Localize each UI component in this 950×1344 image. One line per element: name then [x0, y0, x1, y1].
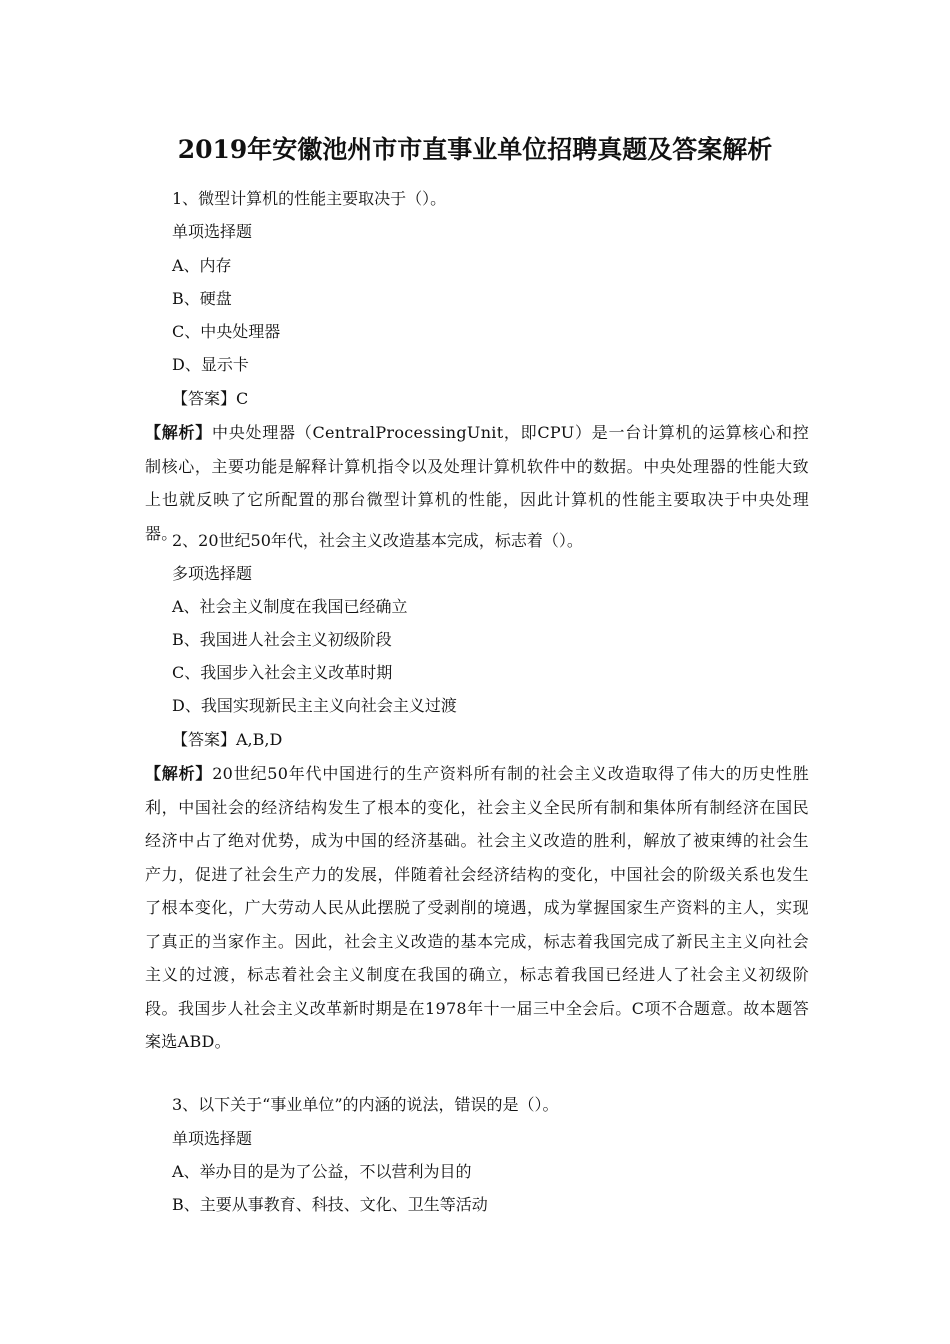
question-1-option-b: B、硬盘 [172, 289, 232, 308]
question-3-option-b: B、主要从事教育、科技、文化、卫生等活动 [172, 1195, 488, 1214]
question-2-answer: 【答案】A,B,D [172, 730, 283, 749]
question-2-option-a: A、社会主义制度在我国已经确立 [172, 597, 408, 616]
analysis-label: 【解析】 [145, 423, 212, 442]
question-1-stem: 1、微型计算机的性能主要取决于（）。 [172, 189, 447, 208]
question-2-option-b: B、我国进人社会主义初级阶段 [172, 630, 392, 649]
question-1-option-d: D、显示卡 [172, 355, 249, 374]
question-2-stem: 2、20世纪50年代，社会主义改造基本完成，标志着（）。 [172, 531, 583, 550]
question-1-option-c: C、中央处理器 [172, 322, 281, 341]
analysis-text: 中央处理器（CentralProcessingUnit，即CPU）是一台计算机的运算核心和控制核心，主要功能是解释计算机指令以及处理计算机软件中的数据。中央处理器的性能大致上也就反映了它所配置的那台微型计算机的性能，因此计算机的性能主要取决于中央处理器。 [145, 423, 809, 543]
question-1-option-a: A、内存 [172, 256, 232, 275]
question-3-type: 单项选择题 [172, 1129, 253, 1148]
analysis-text: 20世纪50年代中国进行的生产资料所有制的社会主义改造取得了伟大的历史性胜利，中国社会的经济结构发生了根本的变化，社会主义全民所有制和集体所有制经济在国民经济中占了绝对优势，成为中国的经济基础。社会主义改造的胜利，解放了被束缚的社会生产力，促进了社会生产力的发展，伴随着社会经济结构的变化，中国社会的阶级关系也发生了根本变化，广大劳动人民从此摆脱了受剥削的境遇，成为掌握国家生产资料的主人，实现了真正的当家作主。因此，社会主义改造的基本完成，标志着我国完成了新民主主义向社会主义的过渡，标志着社会主义制度在我国的确立，标志着我国已经进人了社会主义初级阶段。我国步人社会主义改革新时期是在1978年十一届三中全会后。C项不合题意。故本题答案选ABD。 [145, 764, 809, 1051]
question-3-option-a: A、举办目的是为了公益，不以营利为目的 [172, 1162, 472, 1181]
question-1-answer: 【答案】C [172, 389, 249, 408]
analysis-label: 【解析】 [145, 764, 213, 783]
question-1-type: 单项选择题 [172, 222, 253, 241]
question-2-option-d: D、我国实现新民主主义向社会主义过渡 [172, 696, 457, 715]
question-2-option-c: C、我国步入社会主义改革时期 [172, 663, 393, 682]
question-3-stem: 3、以下关于“事业单位”的内涵的说法，错误的是（）。 [172, 1095, 559, 1114]
question-2-analysis [145, 757, 809, 1059]
question-2-type: 多项选择题 [172, 564, 253, 583]
page-title: 2019年安徽池州市市直事业单位招聘真题及答案解析 [177, 135, 773, 164]
